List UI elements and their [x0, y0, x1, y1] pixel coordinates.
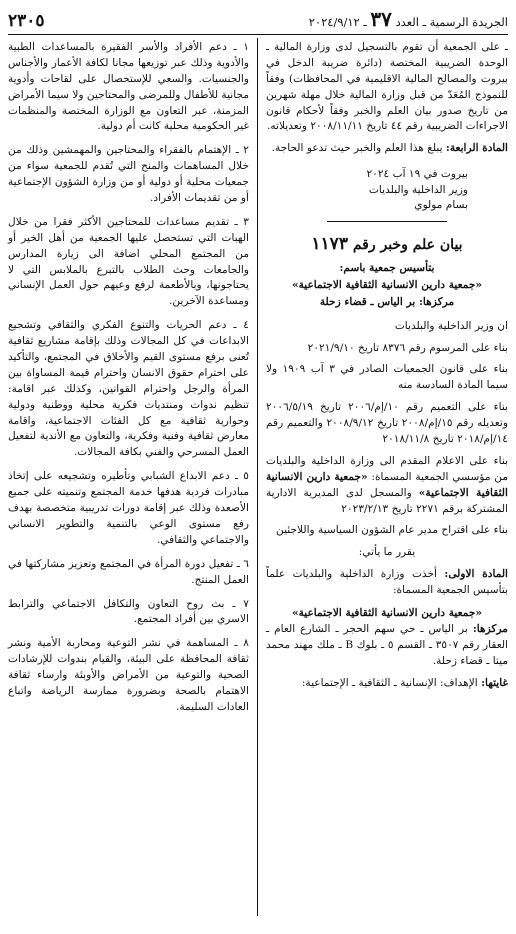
decision-subtitle: بتأسيس جمعية باسم:	[339, 261, 435, 274]
column-divider	[257, 38, 258, 916]
basis-law: بناء على قانون الجمعيات الصادر في ٣ آب ١٩٠٩ ولا سيما المادة السادسة منه	[266, 363, 509, 392]
signature-block	[266, 167, 508, 213]
headquarters-label: مركزها:	[472, 622, 508, 635]
article-one-association-name: «جمعية دارين الانسانية الثقافية الاجتماعية»	[291, 606, 483, 619]
signature-name: بسام مولوي	[414, 198, 468, 211]
goals	[266, 676, 508, 692]
gazette-title	[309, 4, 508, 34]
association-name: «جمعية دارين الانسانية الثقافية الاجتماعية»	[291, 278, 483, 291]
article-four	[266, 141, 508, 157]
article-one-label: المادة الاولى:	[444, 568, 508, 581]
headquarters-text: بر الياس ـ حي سهم الحجر ـ الشارع العام ـ العقار رقم ٣٥٠٧ ـ القسم ٥ ـ بلوك B ـ ملك مهند محمد ميتا ـ قضاء زحلة.	[266, 622, 508, 667]
basis-notification-registration: والمسجل لدى المديرية الادارية المشتركة برقم ٢٢٧١ تاريخ ٢٠٢٣/٢/١٣	[266, 486, 508, 515]
goal-item-4: ٤ ـ دعم الحريات والتنوع الفكري والثقافي وتشجيع الابداعات في كل المجالات وذلك بإقامة مشاريع ثقافية تُعنى برفع مستوى القيم والأخلاق في المجتمع، والتأكيد على احترام حقوق الانسان واحترام قيمة المساواة بين المرأة والرجل واحترام القوانين، وكذلك عبر اقامة: تنظيم ندوات ومنتديات فكرية محلية ووطنية ودولية وحوارية ثقافية مع كل الفئات الاجتماعية، واقامة معارض ثقافية وفنية وفكرية، والتعاون مع الأندية لتفعيل العمل المسرحي والفني بكافة المجالات.	[8, 319, 249, 459]
goals-text: الإهداف: الإنسانية ـ الثقافية ـ الإجتماعية:	[301, 676, 478, 689]
goal-item-3: ٣ ـ تقديم مساعدات للمحتاجين الأكثر فقرا من خلال الهبات التي تستحصل عليها الجمعية من أهل الخير أو من المجتمع المحلي اضافة الى زيارة المدارس والجامعات وحث الطلاب بالتبرع بالملابس التي لا يحتاجونها، وبالأطعمة لرفع وعيهم حول العمل الإنساني ومساعدة الآخرين.	[8, 215, 249, 308]
goal-item-1: ١ ـ دعم الأفراد والأسر الفقيرة بالمساعدات الطبية والأدوية وذلك عبر توزيعها مجانا لكافة الأعمار والأجناس والجنسيات. والسعي للإستحصال على لقاحات وأدوية مجانية للأطفال وللمرضى والمحتاجين ولا سيما الأمراض المزمنة، عبر التعاون مع الوزارة المختصة والمنظمات غير الحكومية محلية كانت أم دولية.	[7, 41, 249, 133]
article-one-text: أخذت وزارة الداخلية والبلديات علماً بتأسيس الجمعية المسماة:	[266, 568, 508, 597]
intro-line: ان وزير الداخلية والبلديات	[394, 319, 508, 332]
goal-item-5: ٥ ـ دعم الابداع الشبابي وتأطيره وتشجيعه على إتخاذ مبادرات فردية هدفها خدمة المجتمع وتنميته على جميع الأصعدة وذلك عبر إقامة دورات تدريبية متخصصة بهدف رفع مستوى الوعي بالتنمية والتطوير الانساني والاجتماعي والثقافي.	[8, 470, 249, 546]
headquarters	[266, 622, 508, 670]
section-separator	[327, 221, 447, 222]
article-one	[266, 567, 508, 599]
basis-decree: بناء على المرسوم رقم ٨٣٧٦ تاريخ ٢٠٢١/٩/١٠	[307, 341, 508, 354]
decision-number: ١١٧٣	[311, 234, 348, 255]
issue-date: ـ ٢٠٢٤/٩/١٢	[308, 15, 367, 29]
basis-circulars: بناء على التعميم رقم ١٠/إم/٢٠٠٦ تاريخ ٢٠٠٦/٥/١٩ وتعديله رقم ١٥/إم/٢٠٠٨ تاريخ ٢٠٠٨/٩/١٢ والتعميم رقم ١٤/إم/٢٠١٨ تاريخ ٢٠١٨/١١/٨	[266, 401, 508, 445]
tax-registration-paragraph: ـ على الجمعية أن تقوم بالتسجيل لدى وزارة المالية ـ الوحدة الضريبية المختصة (دائرة ضريبة الدخل في بيروت والمصالح المالية الاقليمية في المحافظات) وفقاً للنموذج المُعَدّ من قبل وزارة المالية خلال مهلة شهرين من تاريخ صدور بيان العلم والخبر وفقاً لأحكام قانون الاجراءات الضريبية رقم ٤٤ تاريخ ٢٠٠٨/١١/١١ وتعديلاته.	[266, 41, 508, 133]
article-four-text: يبلغ هذا العلم والخبر حيث تدعو الحاجة.	[271, 142, 443, 155]
basis-notification-text: بناء على الاعلام المقدم الى وزارة الداخلية والبلديات من مؤسسي الجمعية المسماة:	[266, 454, 508, 483]
page-header	[8, 4, 508, 35]
goal-item-6: ٦ ـ تفعيل دورة المرأة في المجتمع وتعزيز مشاركتها في العمل المنتج.	[8, 557, 249, 586]
header-title-text: الجريدة الرسمية ـ العدد	[395, 15, 508, 29]
association-location: مركزها: بر الياس ـ قضاء زحلة	[319, 295, 455, 308]
goal-item-8: ٨ ـ المساهمة في نشر التوعية ومحاربة الأمية ونشر ثقافة المحافظة على البيئة، والقيام بندوات للإرشادات الصحية والتوعية من الأمراض والأوبئة وارساء ثقافة الاهتمام بالصحة وبضرورة ممارسة الرياضة واتباع العادات السليمة.	[8, 637, 249, 713]
signature-role: وزير الداخلية والبلديات	[368, 183, 468, 196]
decides-line: يقرر ما يأتي:	[358, 546, 416, 559]
basis-proposal: بناء على اقتراح مدير عام الشؤون السياسية واللاجئين	[276, 524, 508, 537]
goal-item-7: ٧ ـ بث روح التعاون والتكافل الاجتماعي والترابط الاسري بين أفراد المجتمع.	[8, 597, 249, 626]
basis-notification	[266, 454, 508, 518]
article-four-label: المادة الرابعة:	[445, 142, 508, 155]
left-column	[8, 40, 249, 724]
issue-number: ٣٧	[370, 7, 392, 31]
decision-title-text: بيان علم وخبر رقم	[352, 237, 463, 254]
decision-title	[266, 232, 508, 258]
goals-label: غايتها:	[481, 676, 508, 689]
goal-item-2: ٢ ـ الإهتمام بالفقراء والمحتاجين والمهمشين وذلك من خلال المساهمات والمنح التي تُقدم للجمعية سواء من جمعيات محلية أو دولية أو من وزارة الشؤون الإجتماعية أو من تقديمات الأفراد.	[8, 144, 249, 205]
right-column	[266, 40, 508, 697]
page-number: ٢٣٠٥	[8, 10, 45, 31]
basis-notification-name: «جمعية دارين الانسانية الثقافية الاجتماعية»	[266, 470, 508, 499]
signature-place-date: بيروت في ١٩ آب ٢٠٢٤	[366, 168, 468, 181]
